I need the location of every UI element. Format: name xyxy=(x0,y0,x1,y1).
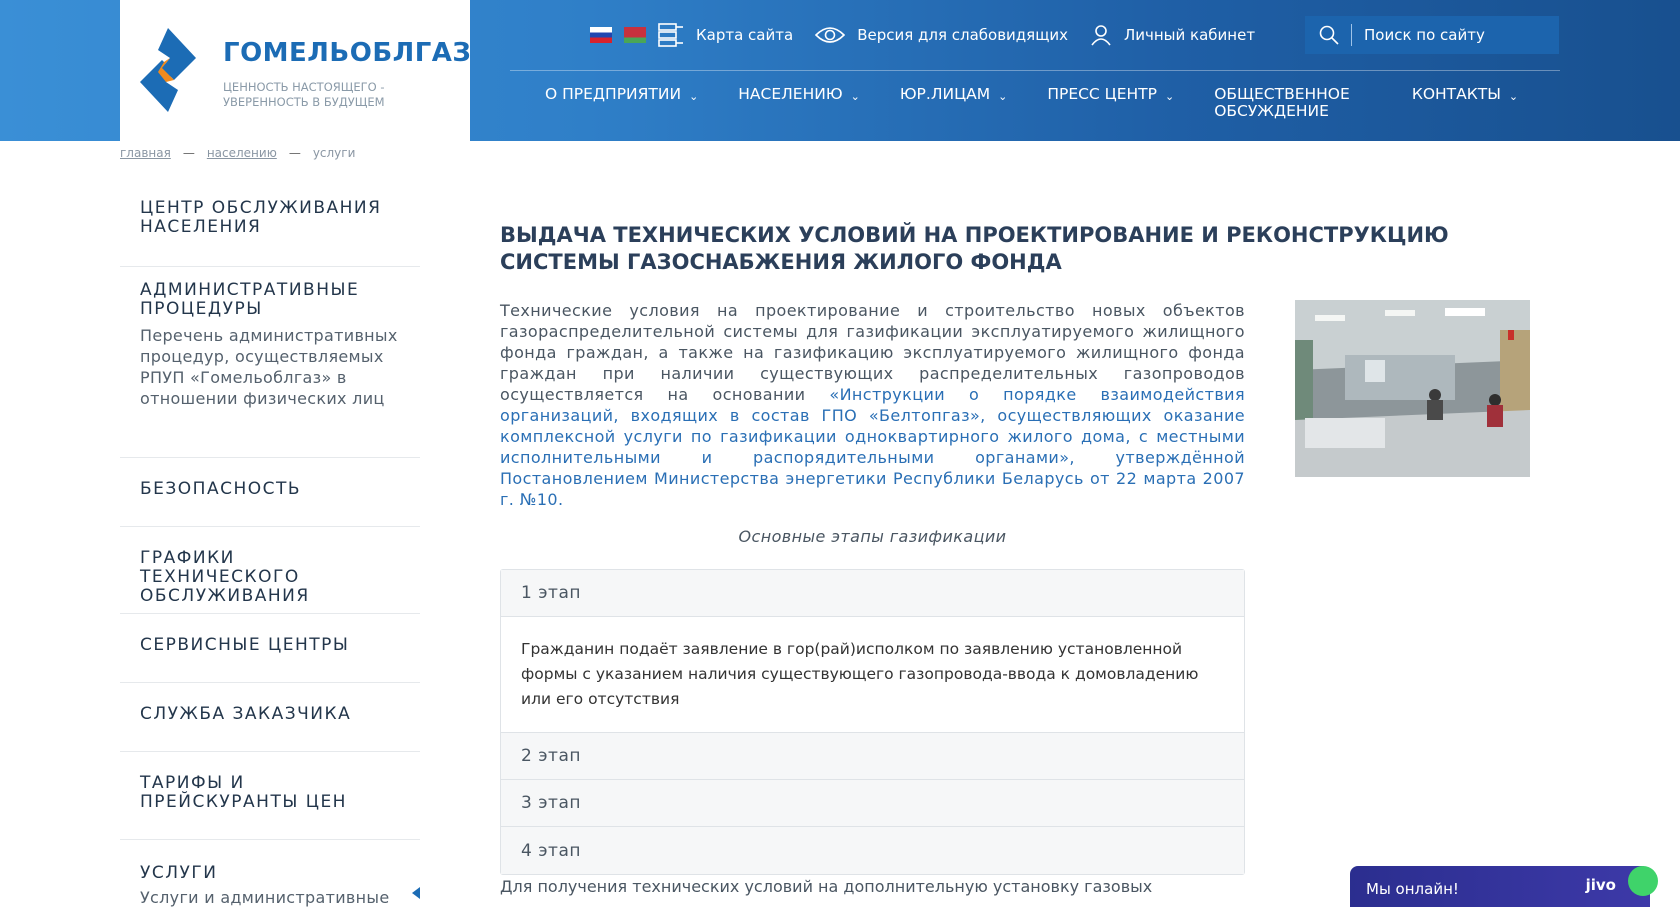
main-nav xyxy=(545,86,1558,120)
nav-item-population[interactable] xyxy=(738,86,860,120)
stages-accordion xyxy=(500,569,1245,875)
nav-label: О ПРЕДПРИЯТИИ xyxy=(545,85,682,103)
sidebar-item-maintenance-schedules[interactable] xyxy=(120,527,420,614)
chevron-down-icon: ⌄ xyxy=(850,90,860,103)
nav-label: НАСЕЛЕНИЮ xyxy=(738,85,843,103)
page-title: ВЫДАЧА ТЕХНИЧЕСКИХ УСЛОВИЙ НА ПРОЕКТИРОВАНИЕ И РЕКОНСТРУКЦИЮ СИСТЕМЫ ГАЗОСНАБЖЕНИЯ ЖИЛОГО ФОНДА xyxy=(500,223,1449,274)
user-icon xyxy=(1090,24,1112,46)
breadcrumb-home[interactable]: главная xyxy=(120,146,171,160)
account-link[interactable] xyxy=(1090,24,1255,46)
office-photo xyxy=(1295,300,1530,477)
office-photo-image xyxy=(1295,300,1530,477)
sidebar-item-title: УСЛУГИ xyxy=(140,863,218,883)
top-bar xyxy=(590,18,1277,52)
intro-text: Технические условия на проектирование и строительство новых объектов газораспределительной системы для газификации эксплуатируемого жилищного фонда граждан, а также на газификацию эксплуатируемого жилищного фонда граждан при наличии существующих распределительных газопроводов осуществляется на основании xyxy=(500,301,1245,404)
stage-1-header[interactable]: 1 этап xyxy=(501,570,1244,617)
sitemap-label: Карта сайта xyxy=(696,26,794,44)
stage-2-header[interactable]: 2 этап xyxy=(501,733,1244,780)
sidebar-item-service-center[interactable] xyxy=(120,185,420,267)
eye-icon xyxy=(815,26,845,44)
search-icon[interactable] xyxy=(1319,25,1339,45)
site-header xyxy=(0,0,1680,141)
chevron-down-icon: ⌄ xyxy=(1508,90,1519,103)
nav-item-legal-entities[interactable] xyxy=(900,86,1008,120)
nav-label: ЮР.ЛИЦАМ xyxy=(899,85,991,103)
stage-4-header[interactable]: 4 этап xyxy=(501,827,1244,874)
breadcrumb-separator: — xyxy=(182,146,195,160)
sitemap-link[interactable] xyxy=(658,23,793,47)
sidebar-item-safety[interactable] xyxy=(120,458,420,527)
belarus-flag-icon[interactable] xyxy=(624,27,646,43)
chevron-down-icon: ⌄ xyxy=(1164,90,1175,103)
intro-paragraph xyxy=(500,300,1245,510)
breadcrumb-separator: — xyxy=(288,146,301,160)
nav-label: ОБСУЖДЕНИЕ xyxy=(1214,102,1329,120)
chat-status-icon xyxy=(1628,866,1658,896)
sidebar-item-title: СЕРВИСНЫЕ ЦЕНТРЫ xyxy=(140,635,350,655)
stages-caption: Основные этапы газификации xyxy=(738,527,1007,546)
accessibility-link[interactable] xyxy=(815,26,1068,44)
chat-widget[interactable] xyxy=(1350,866,1650,907)
sidebar-item-title: АДМИНИСТРАТИВНЫЕ ПРОЦЕДУРЫ xyxy=(140,280,360,319)
sidebar-item-tariffs[interactable] xyxy=(120,752,420,840)
nav-label: КОНТАКТЫ xyxy=(1411,85,1501,103)
cutoff-paragraph: Для получения технических условий на дополнительную установку газовых xyxy=(500,877,1153,896)
sidebar-item-subtitle[interactable]: Перечень административных процедур, осуществляемых РПУП «Гомельоблгаз» в отношении физических лиц xyxy=(140,326,398,408)
sidebar-item-customer-service[interactable] xyxy=(120,683,420,752)
sidebar-item-title: ЦЕНТР ОБСЛУЖИВАНИЯ НАСЕЛЕНИЯ xyxy=(140,198,382,237)
sidebar-item-subtitle[interactable]: Услуги и административные xyxy=(140,888,390,907)
nav-label: ОБЩЕСТВЕННОЕ xyxy=(1214,85,1350,103)
nav-item-public-discussion[interactable] xyxy=(1214,86,1350,120)
stage-1-body: Гражданин подаёт заявление в гор(рай)исполком по заявлению установленной формы с указанием наличия существующего газопровода-ввода к домовладению или его отсутствия xyxy=(501,617,1244,733)
nav-label: ПРЕСС ЦЕНТР xyxy=(1047,85,1157,103)
breadcrumb xyxy=(120,146,355,160)
chevron-down-icon: ⌄ xyxy=(998,90,1008,103)
chevron-down-icon: ⌄ xyxy=(689,90,699,103)
sitemap-icon xyxy=(658,23,684,47)
accessibility-label: Версия для слабовидящих xyxy=(857,26,1068,44)
logo[interactable] xyxy=(120,0,470,141)
russian-flag-icon[interactable] xyxy=(590,27,612,43)
nav-item-press-center[interactable] xyxy=(1047,86,1174,120)
logo-tagline xyxy=(223,80,385,110)
instruction-link[interactable]: «Инструкции о порядке взаимодействия организаций, входящих в состав ГПО «Белтопгаз», осуществляющих оказание комплексной услуги по газификации одноквартирного жилого дома, с местными исполнительными и распорядительными органами», утверждённой Постановлением Министерства энергетики Республики Беларусь от 22 марта 2007 г. №10. xyxy=(500,385,1245,509)
logo-name: ГОМЕЛЬОБЛГАЗ xyxy=(223,38,472,68)
sidebar-item-title: БЕЗОПАСНОСТЬ xyxy=(140,479,302,499)
search-placeholder: Поиск по сайту xyxy=(1364,26,1485,44)
sidebar-item-title: ГРАФИКИ ТЕХНИЧЕСКОГО ОБСЛУЖИВАНИЯ xyxy=(140,548,310,606)
search-input[interactable] xyxy=(1305,16,1559,54)
nav-divider xyxy=(510,70,1560,71)
tagline-line-2: УВЕРЕННОСТЬ В БУДУЩЕМ xyxy=(223,95,385,109)
sidebar-item-title: СЛУЖБА ЗАКАЗЧИКА xyxy=(140,704,352,724)
sidebar-item-service-centers[interactable] xyxy=(120,614,420,683)
sidebar-item-admin-procedures[interactable] xyxy=(120,267,420,458)
nav-item-contacts[interactable] xyxy=(1412,86,1518,120)
nav-item-about[interactable] xyxy=(545,86,698,120)
account-label: Личный кабинет xyxy=(1123,26,1256,44)
stage-3-header[interactable]: 3 этап xyxy=(501,780,1244,827)
breadcrumb-section[interactable]: населению xyxy=(206,146,277,160)
chat-label: Мы онлайн! xyxy=(1366,879,1459,898)
sidebar-item-services[interactable] xyxy=(120,840,420,907)
chat-brand: jivo xyxy=(1585,876,1616,894)
search-divider xyxy=(1351,24,1352,46)
breadcrumb-current: услуги xyxy=(312,146,356,160)
sidebar-item-title: ТАРИФЫ И ПРЕЙСКУРАНТЫ ЦЕН xyxy=(140,773,347,812)
sidebar xyxy=(120,185,420,907)
tagline-line-1: ЦЕННОСТЬ НАСТОЯЩЕГО - xyxy=(223,80,385,94)
logo-icon xyxy=(140,28,196,112)
active-arrow-icon xyxy=(412,887,420,899)
